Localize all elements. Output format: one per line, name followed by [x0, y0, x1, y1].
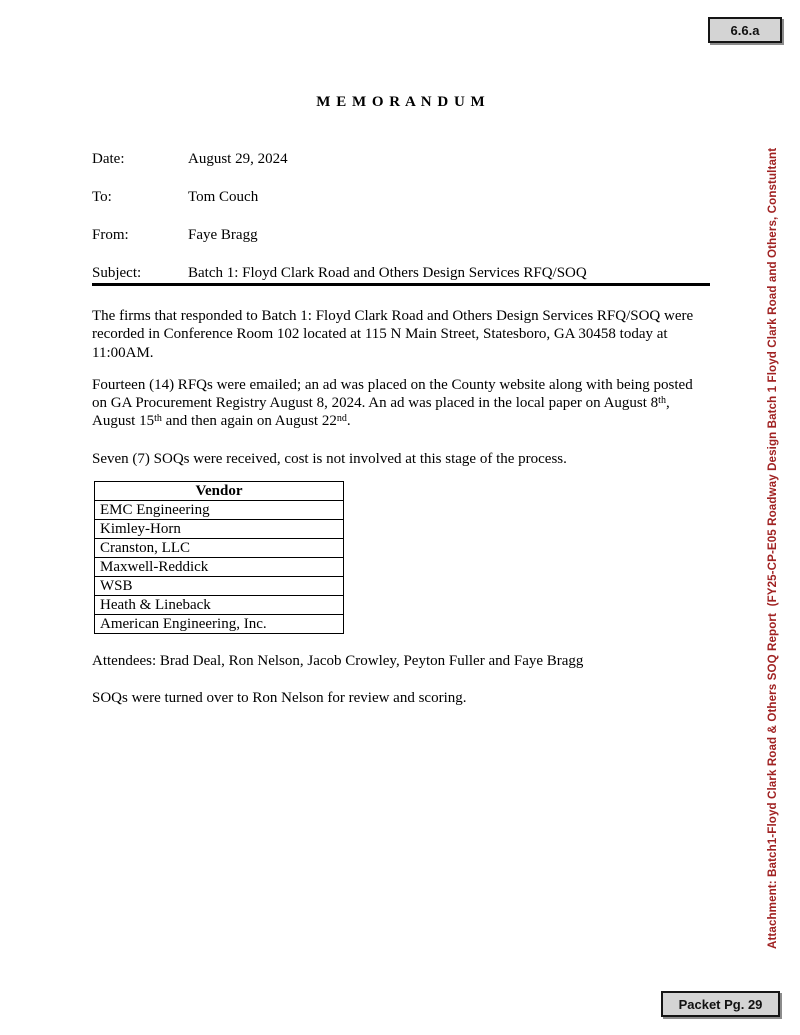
vendor-table-row — [95, 539, 344, 558]
memo-field-row — [92, 188, 710, 206]
paragraph-ads-text: Fourteen (14) RFQs were emailed; an ad was placed on the County website along with being posted on GA Procurement Registry August 8, 2024. An ad was placed in the local paper on August 8 — [92, 376, 693, 412]
paragraph-ads-text: and then again on August 22 — [161, 413, 337, 430]
paragraph-closing: SOQs were turned over to Ron Nelson for review and scoring. — [92, 690, 467, 707]
memo-field-value: Faye Bragg — [188, 227, 258, 243]
agenda-item-badge: 6.6.a — [708, 17, 782, 43]
vendor-name: Heath & Lineback — [95, 596, 344, 615]
memo-field-row — [92, 150, 710, 168]
vendor-name: Maxwell-Reddick — [95, 558, 344, 577]
memo-field-value: Batch 1: Floyd Clark Road and Others Design Services RFQ/SOQ — [188, 265, 587, 281]
memo-field-label: Subject: — [92, 265, 142, 281]
memo-header-fields — [92, 150, 710, 286]
vendor-table-row — [95, 520, 344, 539]
paragraph-recording: The firms that responded to Batch 1: Floyd Clark Road and Others Design Services RFQ/SOQ were recorded in Conference Room 102 located at 115 N Main Street, Statesboro, GA 30458 today at 11:00AM. — [92, 308, 694, 361]
vendor-table — [94, 481, 344, 634]
paragraph-soqs-received: Seven (7) SOQs were received, cost is not involved at this stage of the process. — [92, 450, 567, 467]
memo-field-label: To: — [92, 189, 112, 205]
paragraph-ads — [92, 376, 710, 431]
vendor-name: WSB — [95, 577, 344, 596]
vendor-name: EMC Engineering — [95, 501, 344, 520]
paragraph-ads-text: . — [346, 413, 351, 430]
vendor-table-row — [95, 615, 344, 634]
vendor-name: Cranston, LLC — [95, 539, 344, 558]
paragraph-ads-text: , August 15 — [92, 395, 670, 430]
memo-field-value: Tom Couch — [188, 189, 259, 205]
vendor-table-header-row — [95, 482, 344, 501]
memo-field-label: From: — [92, 227, 129, 243]
memo-field-row — [92, 264, 710, 282]
memo-title: M E M O R A N D U M — [316, 94, 486, 110]
vendor-table-header: Vendor — [95, 482, 344, 501]
vendor-table-row — [95, 501, 344, 520]
ordinal-superscript: th — [154, 413, 162, 425]
ordinal-superscript: nd — [336, 413, 347, 425]
vendor-name: American Engineering, Inc. — [95, 615, 344, 634]
vendor-name: Kimley-Horn — [95, 520, 344, 539]
memo-field-row — [92, 226, 710, 244]
vendor-table-row — [95, 596, 344, 615]
vendor-table-row — [95, 558, 344, 577]
memo-field-label: Date: — [92, 151, 125, 167]
packet-page-badge: Packet Pg. 29 — [661, 991, 780, 1017]
paragraph-attendees: Attendees: Brad Deal, Ron Nelson, Jacob Crowley, Peyton Fuller and Faye Bragg — [92, 653, 584, 670]
ordinal-superscript: th — [658, 395, 666, 407]
attachment-sidebar-label: Attachment: Batch1-Floyd Clark Road & Others SOQ Report (FY25-CP-E05 Roadway Design Batch 1 Floyd Clark Road and Others, Constultant — [766, 147, 779, 949]
memo-document — [92, 0, 710, 708]
vendor-table-row — [95, 577, 344, 596]
memo-field-value: August 29, 2024 — [188, 151, 288, 167]
